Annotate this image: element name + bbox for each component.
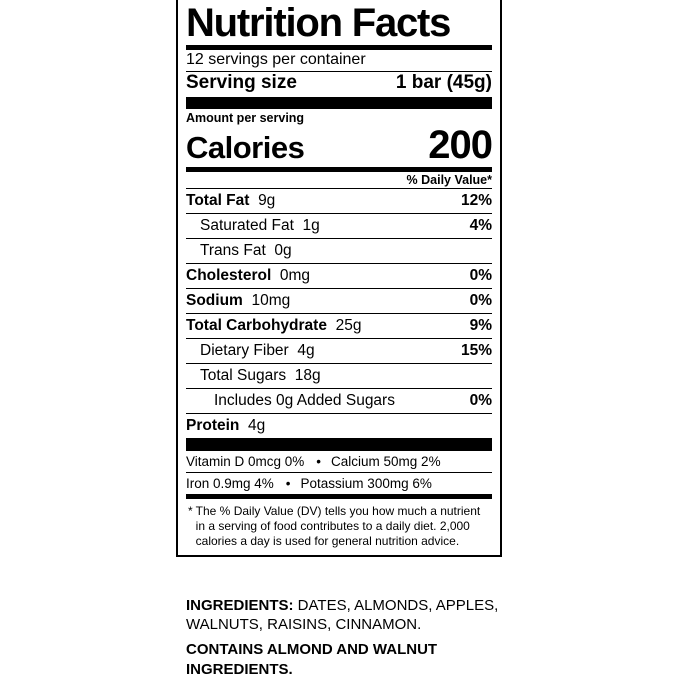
- nutrient-daily-value: 0%: [469, 267, 492, 285]
- nutrient-name-amount: [186, 417, 265, 435]
- nutrient-row: [186, 339, 492, 363]
- vitamin-table: [186, 451, 492, 494]
- calories-value: 200: [428, 123, 492, 168]
- amount-per-serving-label: Amount per serving: [186, 111, 305, 126]
- nutrient-amount: 4g: [248, 417, 266, 435]
- nutrient-name: Total Sugars: [200, 367, 287, 385]
- nutrient-name-amount: [186, 367, 321, 385]
- nutrient-name: Total Carbohydrate: [186, 317, 327, 335]
- nutrient-name-amount: [186, 342, 315, 360]
- nutrient-amount: 9g: [258, 192, 276, 210]
- nutrient-name: Includes 0g Added Sugars: [214, 392, 395, 410]
- nutrient-daily-value: 9%: [469, 317, 492, 335]
- nutrient-name: Protein: [186, 417, 240, 435]
- nutrient-amount: 0mg: [279, 267, 311, 285]
- vitamin-left-entry: Vitamin D 0mcg 0%: [186, 454, 305, 470]
- nutrient-row: [186, 414, 492, 438]
- nutrient-amount: 4g: [297, 342, 315, 360]
- ingredients-label: INGREDIENTS:: [186, 597, 294, 614]
- nutrient-name: Trans Fat: [200, 242, 266, 260]
- serving-size-row: [186, 72, 492, 97]
- nutrient-amount: 10mg: [251, 292, 291, 310]
- daily-value-header: % Daily Value*: [406, 173, 492, 188]
- nutrient-name: Saturated Fat: [200, 217, 294, 235]
- nutrient-name-amount: [186, 317, 361, 335]
- nutrient-daily-value: 4%: [469, 217, 492, 235]
- ingredients-block: [186, 596, 516, 679]
- footnote-asterisk: *: [188, 504, 193, 519]
- calories-label: Calories: [186, 130, 305, 166]
- nutrient-daily-value: 12%: [460, 192, 492, 210]
- nutrition-facts-panel: [176, 0, 502, 557]
- nutrient-row: [186, 289, 492, 313]
- ingredients-line: [186, 596, 516, 634]
- nutrient-name-amount: [186, 292, 290, 310]
- nutrient-amount: 25g: [335, 317, 362, 335]
- nutrient-name-amount: [186, 392, 395, 410]
- ingredients-list: DATES, ALMONDS, APPLES, WALNUTS, RAISINS, CINNAMON.: [186, 597, 499, 634]
- vitamin-right-entry: Calcium 50mg 2%: [331, 454, 441, 470]
- nutrient-name-amount: [186, 267, 310, 285]
- vitamin-row: [186, 451, 492, 472]
- nutrient-daily-value: 15%: [460, 342, 492, 360]
- vitamin-separator-dot: •: [316, 454, 322, 470]
- nutrient-table: [186, 189, 492, 439]
- nutrient-row: [186, 239, 492, 263]
- footnote-text: The % Daily Value (DV) tells you how much a nutrient in a serving of food contributes to a daily diet. 2,000 calories a day is used for general nutrition advice.: [195, 504, 481, 549]
- vitamin-row: [186, 473, 492, 494]
- nutrient-amount: 0g: [274, 242, 292, 260]
- servings-per-container: 12 servings per container: [186, 51, 366, 69]
- calories-row: [186, 125, 492, 167]
- nutrient-name: Cholesterol: [186, 267, 272, 285]
- serving-size-value: 1 bar (45g): [395, 72, 492, 94]
- footnote: [186, 499, 492, 549]
- nutrient-row: [186, 389, 492, 413]
- nutrient-row: [186, 314, 492, 338]
- vitamin-right-entry: Potassium 300mg 6%: [300, 476, 432, 492]
- contains-statement: CONTAINS ALMOND AND WALNUT INGREDIENTS.: [186, 641, 438, 678]
- nutrient-daily-value: 0%: [469, 392, 492, 410]
- nutrient-row: [186, 189, 492, 213]
- nutrient-name-amount: [186, 192, 275, 210]
- nutrient-amount: 1g: [302, 217, 320, 235]
- page-title: Nutrition Facts: [186, 1, 451, 45]
- nutrient-row: [186, 264, 492, 288]
- vitamin-separator-dot: •: [285, 476, 291, 492]
- nutrient-amount: 18g: [294, 367, 321, 385]
- nutrient-name-amount: [186, 217, 320, 235]
- nutrient-name: Total Fat: [186, 192, 250, 210]
- divider-thick-bottom: [186, 439, 492, 451]
- divider-thick-top: [186, 97, 492, 109]
- nutrient-row: [186, 214, 492, 238]
- nutrient-daily-value: 0%: [469, 292, 492, 310]
- nutrient-name: Dietary Fiber: [200, 342, 289, 360]
- nutrient-row: [186, 364, 492, 388]
- nutrient-name: Sodium: [186, 292, 243, 310]
- vitamin-left-entry: Iron 0.9mg 4%: [186, 476, 274, 492]
- serving-size-label: Serving size: [186, 72, 297, 94]
- nutrient-name-amount: [186, 242, 292, 260]
